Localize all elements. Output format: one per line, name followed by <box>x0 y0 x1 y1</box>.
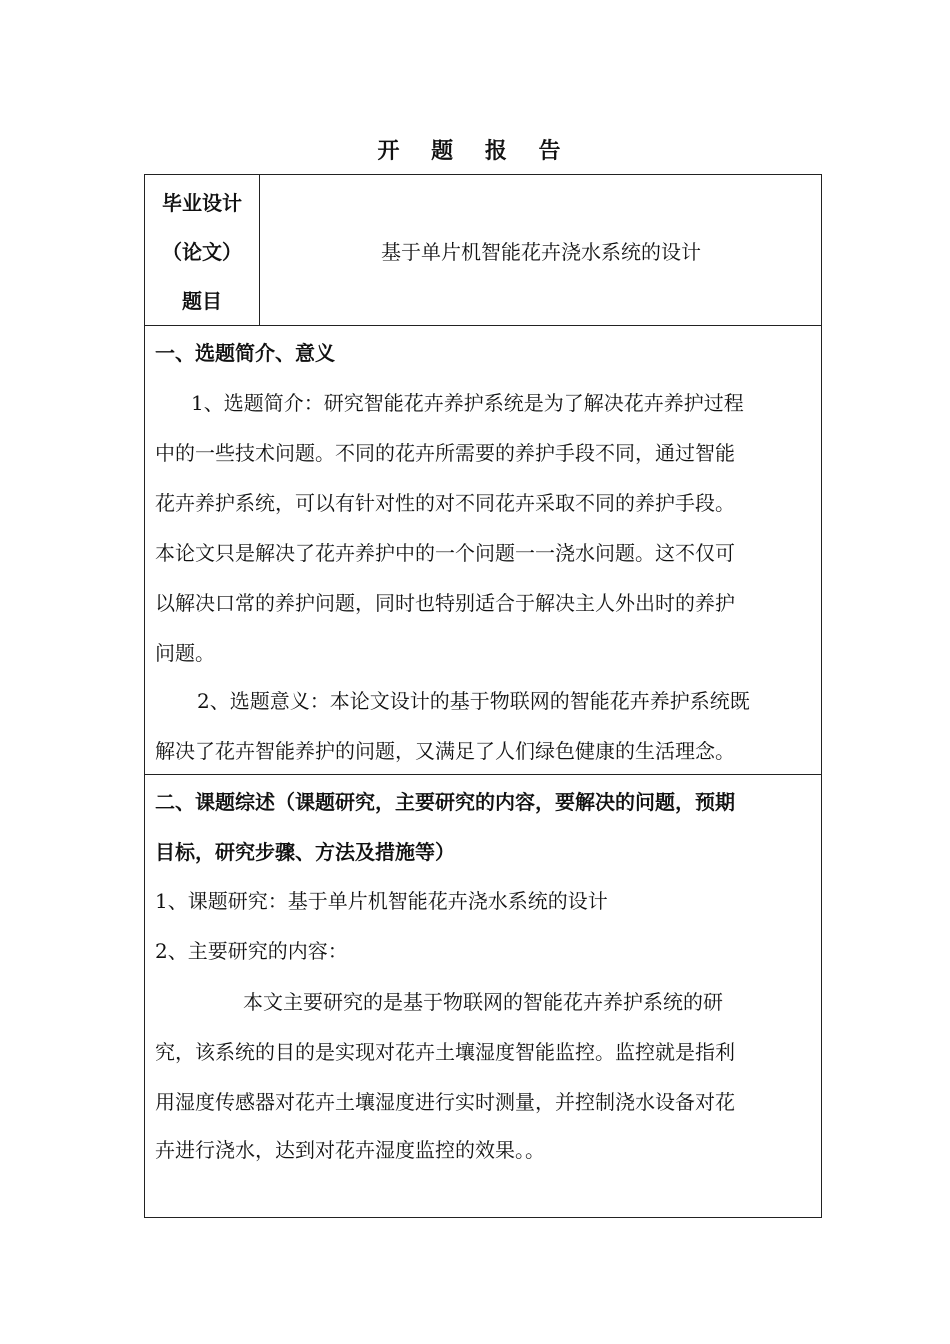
paragraph-line: 卉进行浇水，达到对花卉湿度监控的效果。。 <box>155 1138 545 1162</box>
paragraph-line: 花卉养护系统，可以有针对性的对不同花卉采取不同的养护手段。 <box>155 491 735 515</box>
paragraph-line: 2、选题意义：本论文设计的基于物联网的智能花卉养护系统既 <box>197 689 750 713</box>
item-content: 2、主要研究的内容： <box>155 939 348 963</box>
paragraph-line: 问题。 <box>155 641 215 665</box>
section-heading: 一、选题简介、意义 <box>155 341 335 365</box>
topic-value-cell <box>261 175 821 325</box>
topic-label-line: （论文） <box>162 240 242 264</box>
topic-label-cell <box>145 175 260 325</box>
paragraph-line: 本文主要研究的是基于物联网的智能花卉养护系统的研 <box>243 990 723 1014</box>
paragraph-line: 以解决口常的养护问题，同时也特别适合于解决主人外出时的养护 <box>155 591 735 615</box>
topic-row <box>145 175 821 326</box>
section-overview <box>145 775 821 1217</box>
section-heading-line: 二、课题综述（课题研究，主要研究的内容，要解决的问题，预期 <box>155 790 735 814</box>
paragraph-line: 用湿度传感器对花卉土壤湿度进行实时测量，并控制浇水设备对花 <box>155 1090 735 1114</box>
paragraph-line: 中的一些技术问题。不同的花卉所需要的养护手段不同，通过智能 <box>155 441 735 465</box>
paragraph-line: 究，该系统的目的是实现对花卉土壤湿度智能监控。监控就是指利 <box>155 1040 735 1064</box>
report-title: 开 题 报 告 <box>377 138 573 164</box>
topic-text: 基于单片机智能花卉浇水系统的设计 <box>381 239 701 264</box>
topic-label-line: 毕业设计 <box>162 191 242 215</box>
paragraph-line: 1、选题简介：研究智能花卉养护系统是为了解决花卉养护过程 <box>191 391 744 415</box>
report-table <box>144 174 822 1218</box>
topic-label-line: 题目 <box>182 289 222 313</box>
section-heading-line: 目标，研究步骤、方法及措施等） <box>155 840 455 864</box>
paragraph-line: 本论文只是解决了花卉养护中的一个问题一一浇水问题。这不仅可 <box>155 541 735 565</box>
paragraph-line: 解决了花卉智能养护的问题，又满足了人们绿色健康的生活理念。 <box>155 739 735 763</box>
section-intro <box>145 326 821 775</box>
item-research: 1、课题研究：基于单片机智能花卉浇水系统的设计 <box>155 889 608 913</box>
